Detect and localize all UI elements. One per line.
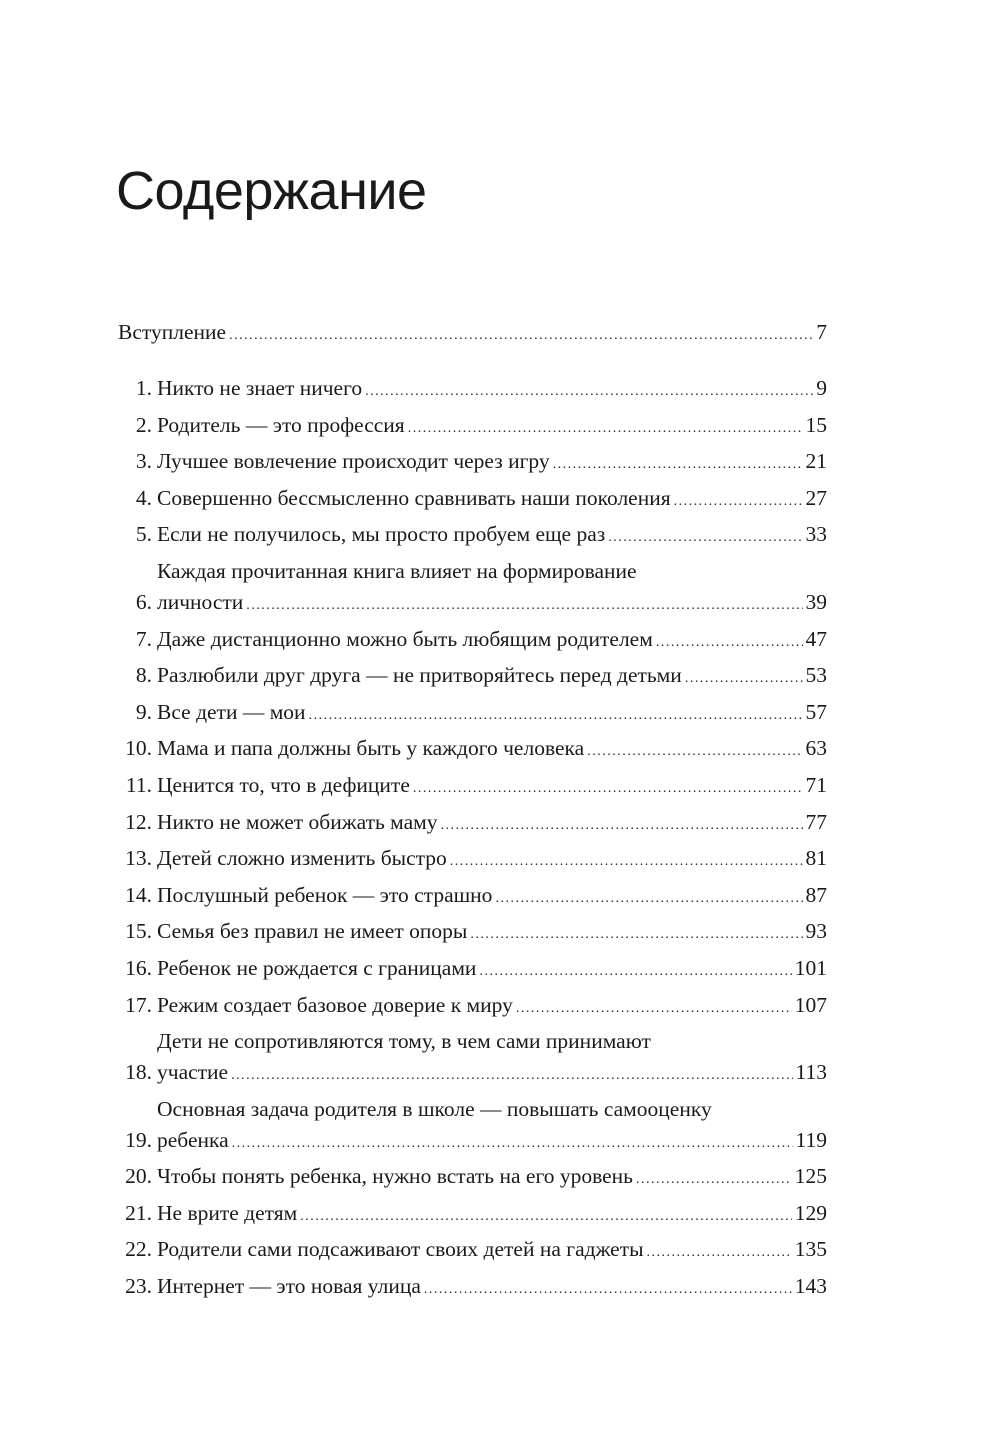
chapter-number: 19. [125, 1127, 152, 1152]
toc-entry[interactable] [118, 1271, 827, 1302]
page-number: 143 [794, 1274, 827, 1299]
chapter-title: Совершенно бессмысленно сравнивать наши поколения [157, 485, 671, 510]
toc-entry[interactable] [118, 1026, 827, 1088]
chapter-title: Никто не знает ничего [157, 376, 363, 400]
toc-entry[interactable] [118, 1094, 827, 1156]
chapter-number: 10. [125, 736, 152, 761]
chapter-title-continued: ребенка [157, 1127, 229, 1152]
toc-entry[interactable] [118, 990, 827, 1021]
chapter-number: 9. [135, 699, 152, 724]
chapter-number: 8. [135, 663, 152, 688]
chapter-number: 16. [125, 955, 152, 980]
toc-entry[interactable] [118, 373, 827, 404]
leader-dots [229, 324, 813, 348]
leader-dots [674, 490, 803, 514]
leader-dots [408, 417, 803, 441]
leader-dots [495, 887, 802, 911]
chapter-number: 2. [135, 412, 152, 437]
page-number: 63 [805, 736, 827, 761]
page-number: 135 [794, 1237, 827, 1262]
page-number: 93 [805, 919, 827, 944]
chapter-title: Чтобы понять ребенка, нужно встать на его уровень [157, 1164, 633, 1189]
page-number: 15 [805, 412, 827, 437]
page-number: 101 [794, 955, 827, 980]
page-number: 27 [805, 485, 827, 510]
chapter-number: 4. [135, 485, 152, 510]
chapter-title: Послушный ребенок — это страшно [157, 882, 493, 907]
page-number: 77 [805, 809, 827, 834]
leader-dots [300, 1205, 791, 1229]
chapter-title: Детей сложно изменить быстро [157, 846, 447, 871]
chapter-number: 21. [125, 1200, 152, 1225]
chapter-number: 12. [125, 809, 152, 834]
chapter-title: Родитель — это профессия [157, 412, 405, 437]
chapter-number: 18. [125, 1060, 152, 1085]
chapter-number: 11. [125, 772, 152, 797]
leader-dots [231, 1064, 792, 1088]
chapter-number: 3. [135, 449, 152, 474]
page-number: 21 [805, 449, 827, 474]
chapter-number: 7. [135, 626, 152, 651]
chapter-title: Родители сами подсаживают своих детей на гаджеты [157, 1237, 644, 1262]
chapter-number: 5. [135, 522, 152, 547]
chapter-number: 17. [125, 992, 152, 1017]
toc-entry[interactable] [118, 556, 827, 618]
page-number: 129 [794, 1200, 827, 1225]
chapter-title: Даже дистанционно можно быть любящим родителем [157, 626, 653, 651]
page-number: 7 [816, 320, 827, 344]
leader-dots [516, 997, 792, 1021]
page-number: 125 [794, 1164, 827, 1189]
chapter-number: 14. [125, 882, 152, 907]
chapter-number: 23. [125, 1274, 152, 1299]
chapter-title: Разлюбили друг друга — не притворяйтесь перед детьми [157, 663, 682, 688]
toc-entry[interactable] [118, 770, 827, 801]
chapter-title: Основная задача родителя в школе — повышать самооценку [157, 1096, 712, 1121]
leader-dots [246, 594, 802, 618]
toc-entry[interactable] [118, 880, 827, 911]
leader-dots [450, 850, 803, 874]
toc-entry[interactable] [118, 519, 827, 550]
leader-dots [647, 1241, 792, 1265]
leader-dots [608, 526, 802, 550]
leader-dots [309, 704, 803, 728]
chapter-title: Не врите детям [157, 1200, 298, 1225]
toc-entry[interactable] [118, 843, 827, 874]
toc-entry[interactable] [118, 1161, 827, 1192]
page-number: 47 [805, 626, 827, 651]
chapter-number: 20. [125, 1164, 152, 1189]
toc-entry[interactable] [118, 483, 827, 514]
toc-entry[interactable] [118, 624, 827, 655]
toc-entry[interactable] [118, 660, 827, 691]
chapter-title: Режим создает базовое доверие к миру [157, 992, 513, 1017]
leader-dots [636, 1168, 792, 1192]
page-number: 81 [805, 846, 827, 871]
chapter-number: 13. [125, 846, 152, 871]
toc-entry[interactable] [118, 317, 827, 348]
page-number: 107 [794, 992, 827, 1017]
leader-dots [553, 453, 803, 477]
chapter-title: Никто не может обижать маму [157, 809, 438, 834]
chapter-title-continued: личности [157, 589, 244, 614]
toc-entry[interactable] [118, 733, 827, 764]
chapter-title: Лучшее вовлечение происходит через игру [157, 449, 550, 474]
chapter-title: Семья без правил не имеет опоры [157, 919, 468, 944]
chapter-title: Интернет — это новая улица [157, 1274, 421, 1299]
chapter-number: 15. [125, 919, 152, 944]
page-number: 113 [795, 1060, 827, 1085]
toc-entry[interactable] [118, 1198, 827, 1229]
toc-entry[interactable] [118, 953, 827, 984]
toc-entry[interactable] [118, 697, 827, 728]
page-number: 119 [795, 1127, 827, 1152]
toc-entry[interactable] [118, 1234, 827, 1265]
page-number: 9 [816, 376, 827, 400]
leader-dots [413, 777, 803, 801]
toc-entry[interactable] [118, 807, 827, 838]
leader-dots [232, 1132, 793, 1156]
leader-dots [587, 740, 802, 764]
leader-dots [365, 380, 813, 404]
chapter-number: 1. [135, 376, 152, 400]
page-number: 33 [805, 522, 827, 547]
page-number: 57 [805, 699, 827, 724]
chapter-number: 22. [125, 1237, 152, 1262]
chapter-number: 6. [135, 589, 152, 614]
toc-entry[interactable] [118, 410, 827, 441]
leader-dots [479, 960, 791, 984]
chapter-title: Дети не сопротивляются тому, в чем сами принимают [157, 1029, 651, 1054]
chapter-title: Каждая прочитанная книга влияет на формирование [157, 558, 637, 583]
toc-entry[interactable] [118, 446, 827, 477]
toc-entry[interactable] [118, 916, 827, 947]
chapter-title: Ценится то, что в дефиците [157, 772, 410, 797]
chapter-title: Если не получилось, мы просто пробуем еще раз [157, 522, 606, 547]
page-number: 71 [805, 772, 827, 797]
page-title: Содержание [116, 161, 427, 221]
page-number: 39 [805, 589, 827, 614]
page-number: 87 [805, 882, 827, 907]
leader-dots [656, 631, 803, 655]
chapter-title: Ребенок не рождается с границами [157, 955, 477, 980]
leader-dots [424, 1278, 792, 1302]
leader-dots [441, 814, 803, 838]
chapter-title: Все дети — мои [157, 699, 306, 724]
leader-dots [470, 923, 802, 947]
chapter-title: Вступление [118, 320, 227, 344]
leader-dots [685, 667, 803, 691]
chapter-title: Мама и папа должны быть у каждого человека [157, 736, 585, 761]
chapter-title-continued: участие [157, 1060, 229, 1085]
page-number: 53 [805, 663, 827, 688]
table-of-contents [118, 317, 827, 1308]
